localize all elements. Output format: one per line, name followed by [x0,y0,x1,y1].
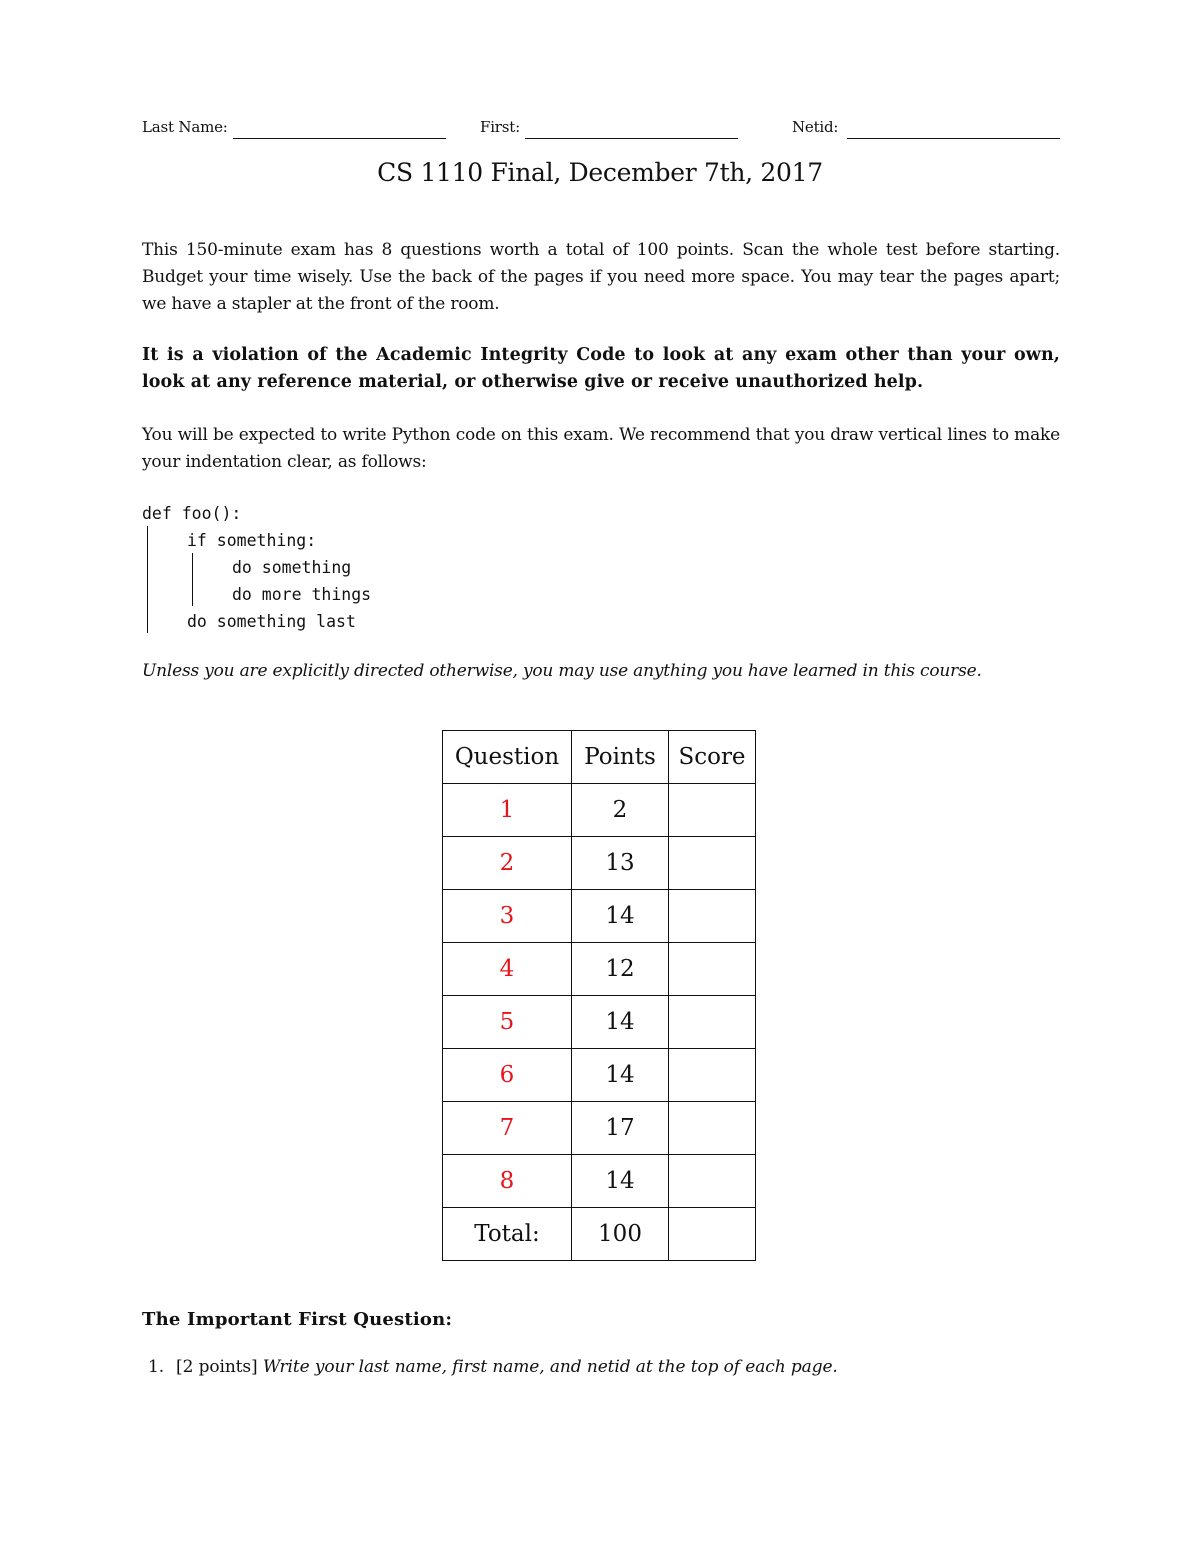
score-cell[interactable] [669,837,756,890]
table-row [443,996,756,1049]
first-question [148,1357,838,1377]
code-line-if: if something: [187,531,317,550]
netid-field[interactable] [847,138,1060,139]
first-question-heading: The Important First Question: [142,1309,453,1330]
question-points-label: [2 points] [176,1357,258,1377]
score-cell[interactable] [669,1155,756,1208]
code-line-def: def foo(): [142,504,242,523]
python-note-paragraph: You will be expected to write Python code on this exam. We recommend that you draw vertical lines to make your indentation clear, as follows: [142,425,1060,472]
header-score: Score [669,731,756,784]
table-row [443,837,756,890]
question-number: 3 [443,890,572,943]
table-row [443,1049,756,1102]
first-name-field[interactable] [525,138,738,139]
question-number: 8 [443,1155,572,1208]
score-cell[interactable] [669,890,756,943]
header-question: Question [443,731,572,784]
question-points: 14 [572,1049,669,1102]
first-name-label: First: [480,118,520,136]
intro-paragraph: This 150-minute exam has 8 questions worth a total of 100 points. Scan the whole test before starting. Budget your time wisely. Use the back of the pages if you need more space. You may tear the pages apart; we have a stapler at the front of the room. [142,240,1060,314]
table-row [443,890,756,943]
score-cell[interactable] [669,943,756,996]
unless-note: Unless you are explicitly directed otherwise, you may use anything you have learned in this course. [142,661,982,681]
question-points: 14 [572,996,669,1049]
question-points: 17 [572,1102,669,1155]
score-table [442,730,756,1261]
exam-title: CS 1110 Final, December 7th, 2017 [377,158,823,187]
total-row [443,1208,756,1261]
question-number: 1 [443,784,572,837]
question-points: 14 [572,1155,669,1208]
question-points: 13 [572,837,669,890]
table-row [443,943,756,996]
integrity-paragraph: It is a violation of the Academic Integrity Code to look at any exam other than your own, look at any reference material, or otherwise give or receive unauthorized help. [142,345,1060,392]
indent-line-inner [192,553,193,606]
score-cell[interactable] [669,1049,756,1102]
header-points: Points [572,731,669,784]
question-number: 7 [443,1102,572,1155]
indent-line-outer [147,526,148,633]
question-number: 6 [443,1049,572,1102]
last-name-label: Last Name: [142,118,228,136]
table-row [443,1102,756,1155]
score-table-header-row [443,731,756,784]
question-points: 14 [572,890,669,943]
table-row [443,784,756,837]
score-cell[interactable] [669,784,756,837]
question-number: 4 [443,943,572,996]
code-line-do-something: do something [232,558,352,577]
code-line-do-last: do something last [187,612,356,631]
total-label: Total: [443,1208,572,1261]
netid-label: Netid: [792,118,839,136]
total-points: 100 [572,1208,669,1261]
question-points: 12 [572,943,669,996]
score-cell[interactable] [669,1102,756,1155]
question-points: 2 [572,784,669,837]
total-score-cell[interactable] [669,1208,756,1261]
question-number-label: 1. [148,1357,165,1377]
question-number: 5 [443,996,572,1049]
last-name-field[interactable] [233,138,446,139]
table-row [443,1155,756,1208]
question-text: Write your last name, first name, and netid at the top of each page. [262,1357,838,1377]
code-line-do-more: do more things [232,585,372,604]
question-number: 2 [443,837,572,890]
score-cell[interactable] [669,996,756,1049]
